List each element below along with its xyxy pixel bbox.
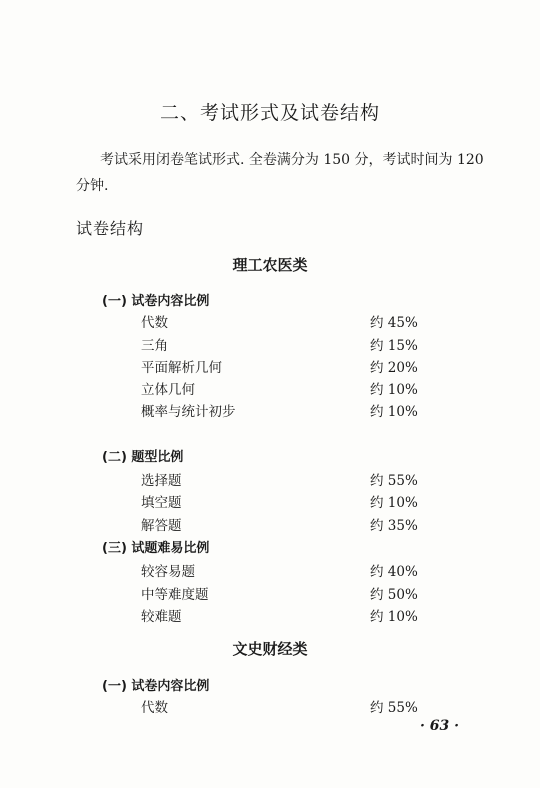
list-item-label: 立体几何	[141, 382, 195, 398]
list-item-value: 约 55%	[370, 473, 418, 489]
intro-line-1: 考试采用闭卷笔试形式. 全卷满分为 150 分，考试时间为 120	[100, 152, 484, 168]
list-item-label: 平面解析几何	[141, 360, 222, 376]
section-heading-content-ratio: (一) 试卷内容比例	[102, 294, 210, 309]
list-item-label: 填空题	[141, 495, 182, 511]
list-item-label: 选择题	[141, 473, 182, 489]
page-title: 二、考试形式及试卷结构	[159, 102, 380, 124]
list-item-label: 较容易题	[141, 564, 195, 580]
list-item-label: 解答题	[141, 518, 182, 534]
section-heading-difficulty: (三) 试题难易比例	[102, 541, 210, 556]
list-item-label: 代数	[141, 700, 168, 716]
list-item-value: 约 20%	[370, 360, 418, 376]
list-item-value: 约 10%	[370, 609, 418, 625]
list-item-value: 约 35%	[370, 518, 418, 534]
list-item-label: 概率与统计初步	[141, 404, 236, 420]
category-heading-humanities: 文史财经类	[232, 640, 308, 658]
list-item-value: 约 40%	[370, 564, 418, 580]
section-heading-question-types: (二) 题型比例	[102, 450, 184, 465]
list-item-label: 较难题	[141, 609, 182, 625]
intro-line-2: 分钟.	[76, 178, 109, 194]
structure-heading: 试卷结构	[76, 219, 145, 238]
list-item-value: 约 50%	[370, 587, 418, 603]
section-heading-content-ratio: (一) 试卷内容比例	[102, 679, 210, 694]
category-heading-science: 理工农医类	[232, 256, 308, 274]
list-item-label: 中等难度题	[141, 587, 209, 603]
list-item-value: 约 10%	[370, 495, 418, 511]
page-number: · 63 ·	[420, 718, 459, 734]
list-item-value: 约 10%	[370, 382, 418, 398]
list-item-value: 约 15%	[370, 338, 418, 354]
list-item-value: 约 45%	[370, 315, 418, 331]
list-item-label: 三角	[141, 338, 168, 354]
list-item-value: 约 55%	[370, 700, 418, 716]
list-item-label: 代数	[141, 315, 168, 331]
list-item-value: 约 10%	[370, 404, 418, 420]
